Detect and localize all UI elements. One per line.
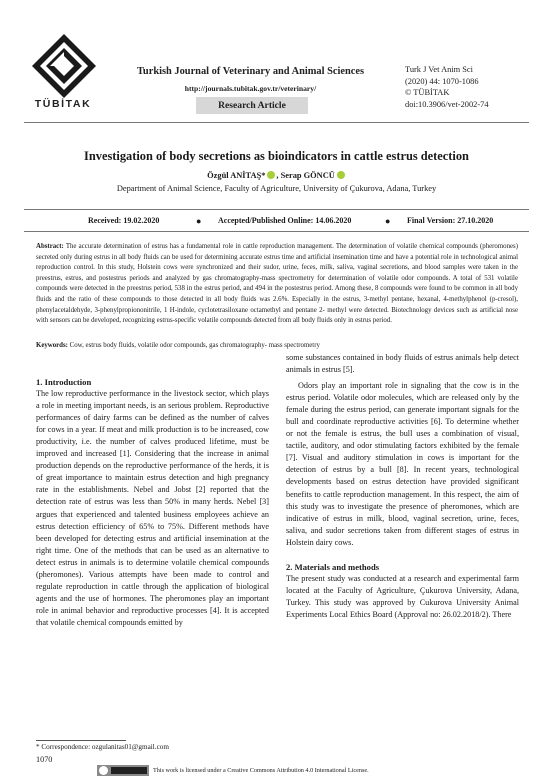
bullet-separator: ● — [385, 216, 391, 226]
dates-rule-top — [24, 209, 529, 210]
citation-volume: (2020) 44: 1070-1086 — [405, 76, 479, 86]
cc-license-badge-icon[interactable] — [97, 765, 149, 776]
left-column — [36, 376, 269, 629]
citation-copyright: © TÜBİTAK — [405, 88, 450, 98]
author-1: Özgül ANİTAŞ* — [207, 171, 266, 180]
article-type-badge: Research Article — [196, 97, 308, 114]
keywords-text: Cow, estrus body fluids, volatile odor compounds, gas chromatography- mass spectrometry — [69, 342, 320, 349]
author-2: Serap GÖNCÜ — [280, 171, 335, 180]
keywords-label: Keywords: — [36, 342, 68, 349]
article-title: Investigation of body secretions as bioindicators in cattle estrus detection — [84, 149, 469, 163]
header-rule — [24, 122, 529, 123]
accepted-date: Accepted/Published Online: 14.06.2020 — [218, 216, 352, 225]
dates-rule-bottom — [24, 231, 529, 232]
citation-journal: Turk J Vet Anim Sci — [405, 65, 473, 74]
orcid-icon[interactable] — [337, 171, 345, 179]
license-text: This work is licensed under a Creative Commons Attribution 4.0 International License. — [153, 767, 369, 774]
citation-doi[interactable]: doi:10.3906/vet-2002-74 — [405, 99, 489, 109]
intro-paragraph-3: Odors play an important role in signaling that the cow is in the estrus period. Volatile odor molecules, which are released only by the female during the estrus period, can generate important signals for the bull and coordinate reproductive activities [6]. To determine whether or not the female is estrus, the bull uses a combination of visual, tactile, auditory, and odor stimulating factors exhibited by the female [7]. Visual and auditory stimulation in cows is important for the detection of estrus by a bull [8]. In recent years, technological developments based on estrus detection have provided significant benefits to cattle reproduction management. In this respect, the aim of this study was to investigate the presence of pheromones, which are indicative of estrus in milk, blood, vaginal secretion, urine, feces, saliva, and sudor secretions taken from different stages of estrus in Holstein dairy cows. — [286, 381, 519, 547]
section-heading-introduction: 1. Introduction — [36, 377, 92, 387]
intro-paragraph-2: some substances contained in body fluids of estrus animals help detect animals in estrus [5]. — [286, 353, 519, 375]
bullet-separator: ● — [196, 216, 202, 226]
right-column — [286, 352, 519, 621]
abstract-label: Abstract: — [36, 243, 64, 250]
abstract-text: The accurate determination of estrus has a fundamental role in cattle reproduction management. The determination of volatile chemical compounds (pheromones) secreted only during estrus in all body fluids can be used for determining accurate estrus time and artificial insemination time and have a potential role in technological animal reproduction control. In this study, Holstein cows were synchronized and their sudor, urine, feces, milk, saliva, vaginal secretions, and blood samples were taken in the preestrus, estrus, and postestrus periods and analyzed by gas chromatography-mass spectrometry for determination of volatile odor compounds. A total of 531 volatile compounds were detected in the preestrus period, 538 in the estrus period, and 494 in the postestrus period. Among these, 8 compounds were found to be common in all body fluids and the ratio of these compounds to those detected in all body fluids was 2.6%. Especially in the estrus, 3-methyl pentane, hexanal, 4-methylphenol (p-cresol), phenylacetaldehyde, 3-phenylpropiononitrile, 1 H-indole, cyclotetrasiloxane octamethyl and pentane 2- methyl were detected. Biotechnology devices such as artificial nose with sensors can be developed, recognizing estrus-specific volatile compounds detected from all body fluids only in estrus period. — [36, 243, 518, 325]
page-number: 1070 — [36, 755, 53, 764]
logo-wordmark: TÜBİTAK — [34, 98, 92, 110]
section-heading-methods: 2. Materials and methods — [286, 561, 380, 572]
dates-bar — [24, 212, 529, 230]
methods-paragraph-1: The present study was conducted at a research and experimental farm located at the Faculty of Agriculture, Çukurova University, Adana, Turkey. This study was approved by Cukurova University Animal Experiments Local Ethics Board (Approval no: 26.02.2018/2). There — [286, 573, 519, 619]
tubitak-logo-icon — [30, 32, 98, 100]
orcid-icon[interactable] — [267, 171, 275, 179]
author-line — [30, 171, 523, 180]
journal-name: Turkish Journal of Veterinary and Animal Sciences — [136, 66, 365, 77]
journal-url[interactable]: http://journals.tubitak.gov.tr/veterinary/ — [184, 84, 317, 93]
author-separator: , — [276, 171, 281, 180]
correspondence-footnote: * Correspondence: ozgulanitas01@gmail.com — [36, 743, 169, 751]
final-date: Final Version: 27.10.2020 — [407, 216, 494, 225]
keywords — [36, 341, 518, 351]
affiliation: Department of Animal Science, Faculty of Agriculture, University of Çukurova, Adana, Turkey — [116, 184, 437, 193]
intro-paragraph-1: The low reproductive performance in the livestock sector, which plays a role in meeting important needs, is an serious problem. Reproductive performances of dairy farms can be defined as the number of calves for cows in a year. If meat and milk production is to be increased, cow productivity, i.e. the number of calves produced lifetime, must be improved and increased [1]. Considering that the increase in animal production depends on the reproductive performance of the herds, it is of great importance to maintain estrus detection and high pregnancy rate in the establishments. Nebel and Jobst [2] reported that the detection rate of estrus was less than 50% in many herds. Nebel [3] argues that experienced and talented business employees achieve an estrus detection efficiency of 65% to 75%. Different methods have been developed for detecting estrus and artificial insemination at the right time. One of the methods that can be used as an alternative to detect estrus in animals is to determine volatile chemical compounds (pheromones). Various attempts have been made to control and regulate reproduction in cattle through the application of biological agents and the use of hormones. The pheromones play an important role in animal behavior and reproductive processes [4]. It is accepted that volatile chemical compounds emitted by — [36, 389, 269, 627]
citation-block — [405, 64, 545, 110]
received-date: Received: 19.02.2020 — [88, 216, 160, 225]
footnote-rule — [36, 740, 126, 741]
abstract — [36, 242, 518, 327]
